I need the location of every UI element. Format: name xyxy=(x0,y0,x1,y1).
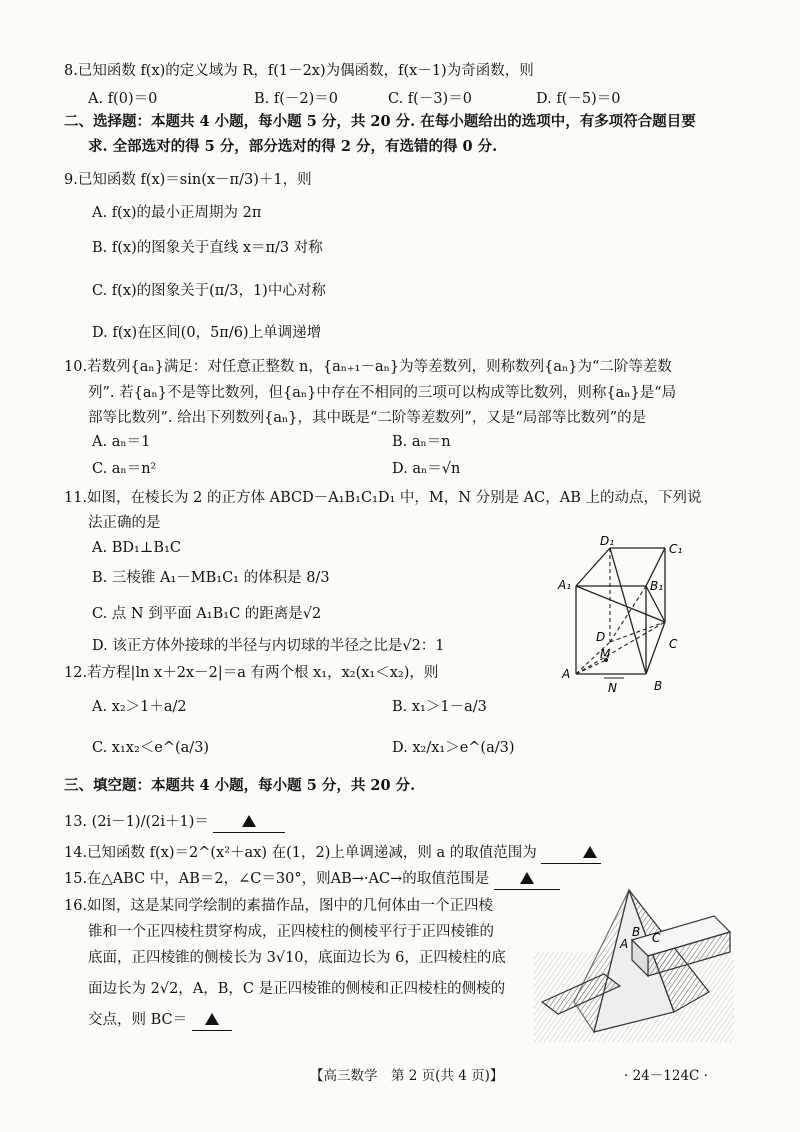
q16-line2: 锥和一个正四棱柱贯穿构成，正四棱柱的侧棱平行于正四棱锥的 xyxy=(88,924,494,940)
q16-line1: 16.如图，这是某同学绘制的素描作品，图中的几何体由一个正四棱 xyxy=(64,898,494,914)
cube-figure xyxy=(548,534,718,694)
hidden-edge-am xyxy=(576,660,606,674)
q12-option-b: B. x₁＞1－a/3 xyxy=(392,699,487,715)
q8-option-d: D. f(－5)＝0 xyxy=(536,91,621,107)
q10-option-a: A. aₙ＝1 xyxy=(92,434,151,450)
q9-option-c: C. f(x)的图象关于(π/3，1)中心对称 xyxy=(92,283,326,299)
triangle-icon xyxy=(583,846,597,858)
label-a: A xyxy=(562,667,571,681)
q16-line3: 底面，正四棱锥的侧棱长为 3√10，底面边长为 6，正四棱柱的底 xyxy=(88,950,506,966)
section2-instruction-line1: 二、选择题：本题共 4 小题，每小题 5 分，共 20 分. 在每小题给出的选项中，有多项符合题目要 xyxy=(64,113,696,130)
hidden-edge-db1 xyxy=(610,586,646,642)
q13-question xyxy=(64,812,285,833)
label-b1: B₁ xyxy=(650,579,664,593)
q12-stem: 12.若方程|ln x＋2x－2|＝a 有两个根 x₁，x₂(x₁＜x₂)，则 xyxy=(64,665,439,681)
label-c1: C₁ xyxy=(669,542,683,556)
q11-stem-line1: 11.如图，在棱长为 2 的正方体 ABCD－A₁B₁C₁D₁ 中，M，N 分别是 AC，AB 上的动点，下列说 xyxy=(64,490,702,506)
hidden-edge-ac xyxy=(576,622,665,674)
q9-option-b: B. f(x)的图象关于直线 x＝π/3 对称 xyxy=(92,240,323,256)
q10-option-d: D. aₙ＝√n xyxy=(392,461,461,477)
q14-text: 14.已知函数 f(x)＝2^(x²＋ax) 在(1，2)上单调递减，则 a 的取值范围为 xyxy=(64,845,537,861)
sketch-label-c: C xyxy=(652,931,661,945)
q13-text: 13. (2i－1)/(2i＋1)＝ xyxy=(64,814,209,830)
q10-option-b: B. aₙ＝n xyxy=(392,434,451,450)
edge-a1d1 xyxy=(576,548,610,586)
q8-option-a: A. f(0)＝0 xyxy=(88,91,158,107)
q14-answer-blank[interactable] xyxy=(541,843,601,864)
q12-option-d: D. x₂/x₁＞e^(a/3) xyxy=(392,740,515,756)
section2-instruction-line2: 求. 全部选对的得 5 分，部分选对的得 2 分，有选错的得 0 分. xyxy=(88,138,498,155)
q16-answer-blank[interactable] xyxy=(192,1010,232,1031)
q8-option-b: B. f(－2)＝0 xyxy=(254,91,339,107)
label-d: D xyxy=(596,630,606,644)
q16-line5 xyxy=(88,1010,232,1031)
sketch-figure xyxy=(534,882,734,1042)
q13-answer-blank[interactable] xyxy=(213,812,285,833)
footer-page-info: 【高三数学 第 2 页(共 4 页)】 xyxy=(310,1068,504,1084)
edge-bc xyxy=(646,622,665,674)
footer-code: · 24－124C · xyxy=(624,1068,708,1084)
q8-stem: 8.已知函数 f(x)的定义域为 R，f(1－2x)为偶函数，f(x－1)为奇函数，则 xyxy=(64,63,534,79)
q16-text-end: 交点，则 BC＝ xyxy=(88,1012,188,1028)
q10-option-c: C. aₙ＝n² xyxy=(92,461,157,477)
q15-question xyxy=(64,869,560,890)
label-b: B xyxy=(654,679,663,693)
triangle-icon xyxy=(520,872,534,884)
edge-d1b xyxy=(610,548,646,674)
q9-option-d: D. f(x)在区间(0，5π/6)上单调递增 xyxy=(92,325,322,341)
sketch-label-b: B xyxy=(632,925,641,939)
label-n: N xyxy=(608,681,617,694)
q11-option-b: B. 三棱锥 A₁－MB₁C₁ 的体积是 8/3 xyxy=(92,570,330,586)
q10-stem-line2: 列”. 若{aₙ}不是等比数列，但{aₙ}中存在不相同的三项可以构成等比数列，则称{aₙ}是“局 xyxy=(88,385,677,401)
q10-stem-line1: 10.若数列{aₙ}满足：对任意正整数 n，{aₙ₊₁－aₙ}为等差数列，则称数列{aₙ}为“二阶等差数 xyxy=(64,359,672,375)
label-m: M xyxy=(600,647,611,661)
q8-option-c: C. f(－3)＝0 xyxy=(388,91,472,107)
q15-text: 15.在△ABC 中，AB＝2，∠C＝30°，则AB→·AC→的取值范围是 xyxy=(64,871,490,887)
triangle-icon xyxy=(242,815,256,827)
label-d1: D₁ xyxy=(600,534,615,548)
q12-option-c: C. x₁x₂＜e^(a/3) xyxy=(92,740,210,756)
q11-option-a: A. BD₁⊥B₁C xyxy=(92,540,181,556)
sketch-label-a: A xyxy=(620,937,629,951)
q12-option-a: A. x₂＞1＋a/2 xyxy=(92,699,187,715)
q11-option-c: C. 点 N 到平面 A₁B₁C 的距离是√2 xyxy=(92,606,322,622)
triangle-icon xyxy=(205,1013,219,1025)
hidden-edge-dc xyxy=(610,622,665,642)
label-a1: A₁ xyxy=(558,578,572,592)
section3-instruction: 三、填空题：本题共 4 小题，每小题 5 分，共 20 分. xyxy=(64,777,416,794)
q11-stem-line2: 法正确的是 xyxy=(88,515,161,531)
q9-stem: 9.已知函数 f(x)＝sin(x－π/3)＋1，则 xyxy=(64,172,312,188)
q11-option-d: D. 该正方体外接球的半径与内切球的半径之比是√2：1 xyxy=(92,638,445,654)
label-c: C xyxy=(669,637,678,651)
q14-question xyxy=(64,843,601,864)
q9-option-a: A. f(x)的最小正周期为 2π xyxy=(92,205,262,221)
q10-stem-line3: 部等比数列”. 给出下列数列{aₙ}，其中既是“二阶等差数列”，又是“局部等比数列”的是 xyxy=(88,410,647,426)
q16-line4: 面边长为 2√2，A，B，C 是正四棱锥的侧棱和正四棱柱的侧棱的 xyxy=(88,981,506,997)
